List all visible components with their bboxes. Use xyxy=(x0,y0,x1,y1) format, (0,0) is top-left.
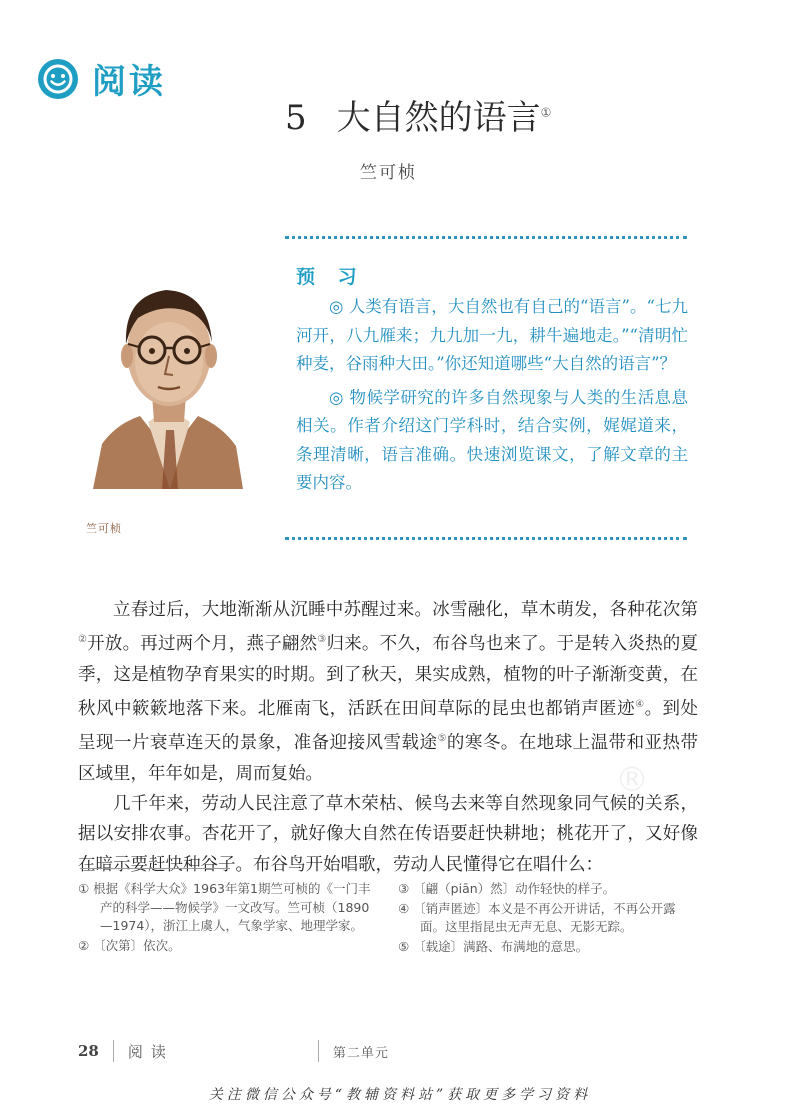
title-footnote-ref: ① xyxy=(540,105,552,120)
portrait-caption: 竺可桢 xyxy=(86,522,122,535)
footnote: ③ 〔翩（piān）然〕动作轻快的样子。 xyxy=(398,881,616,896)
page-number: 28 xyxy=(78,1042,99,1060)
page-footer xyxy=(78,1040,718,1062)
section-label: 阅读 xyxy=(92,62,166,102)
author-portrait xyxy=(88,244,248,489)
footnote: ② 〔次第〕依次。 xyxy=(78,937,181,953)
article-body xyxy=(78,595,698,880)
lesson-number: 5 xyxy=(285,98,307,138)
footer-unit: 第二单元 xyxy=(332,1045,389,1061)
footnote-ref: ② xyxy=(78,634,88,646)
preview-top-rule xyxy=(285,236,687,239)
lesson-title xyxy=(285,90,551,139)
author-name: 竺可桢 xyxy=(360,163,417,183)
body-paragraph: 立春过后，大地渐渐从沉睡中苏醒过来。冰雪融化，草木萌发，各种花次第②开放。再过两个月，燕子翩然③归来。不久，布谷鸟也来了。于是转入炎热的夏季，这是植物孕育果实的时期。到了秋天，果实成熟，植物的叶子渐渐变黄，在秋风中簌簌地落下来。北雁南飞，活跃在田间草际的昆虫也都销声匿迹④。到处呈现一片衰草连天的景象，准备迎接风雪载途⑤的寒冬。在地球上温带和亚热带区域里，年年如是，周而复始。 xyxy=(78,600,699,784)
preview-paragraph: ◎ 物候学研究的许多自然现象与人类的生活息息相关。作者介绍这门学科时，结合实例，娓娓道来，条理清晰，语言准确。快速浏览课文，了解文章的主要内容。 xyxy=(296,387,688,492)
registered-watermark: ® xyxy=(615,760,649,800)
footnotes-right xyxy=(398,880,698,957)
footnotes-left xyxy=(78,880,378,956)
footnote: ⑤ 〔载途〕满路、布满地的意思。 xyxy=(398,938,589,954)
footnote: ④ 〔销声匿迹〕本义是不再公开讲话，不再公开露面。这里指昆虫无声无息、无影无踪。 xyxy=(398,900,676,934)
footnote-ref: ④ xyxy=(635,699,645,711)
promo-banner: 关注微信公众号“教辅资料站”获取更多学习资料 xyxy=(208,1087,592,1103)
body-paragraph: 几千年来，劳动人民注意了草木荣枯、候鸟去来等自然现象同气候的关系，据以安排农事。杏花开了，就好像大自然在传语要赶快耕地；桃花开了，又好像在暗示要赶快种谷子。布谷鸟开始唱歌，劳动人民懂得它在唱什么： xyxy=(78,793,698,875)
footnote-divider xyxy=(80,868,230,869)
footnote-ref: ③ xyxy=(317,634,327,646)
lesson-title-text: 大自然的语言 xyxy=(336,98,541,138)
preview-paragraph: ◎ 人类有语言，大自然也有自己的“语言”。“七九河开，八九雁来；九九加一九，耕牛遍地走。”“清明忙种麦，谷雨种大田。”你还知道哪些“大自然的语言”？ xyxy=(296,297,688,373)
footer-separator xyxy=(113,1040,114,1062)
preview-heading: 预 习 xyxy=(296,266,365,288)
footer-book-name: 阅读 xyxy=(127,1042,174,1061)
preview-body xyxy=(296,293,688,498)
footnote: ① 根据《科学大众》1963年第1期竺可桢的《一门丰产的科学——物候学》一文改写。竺可桢（1890—1974），浙江上虞人，气象学家、地理学家。 xyxy=(78,881,371,933)
section-badge xyxy=(38,54,166,103)
footer-separator xyxy=(318,1040,319,1062)
preview-bottom-rule xyxy=(285,537,687,540)
smiley-icon xyxy=(38,59,78,99)
footnote-ref: ⑤ xyxy=(437,733,447,745)
